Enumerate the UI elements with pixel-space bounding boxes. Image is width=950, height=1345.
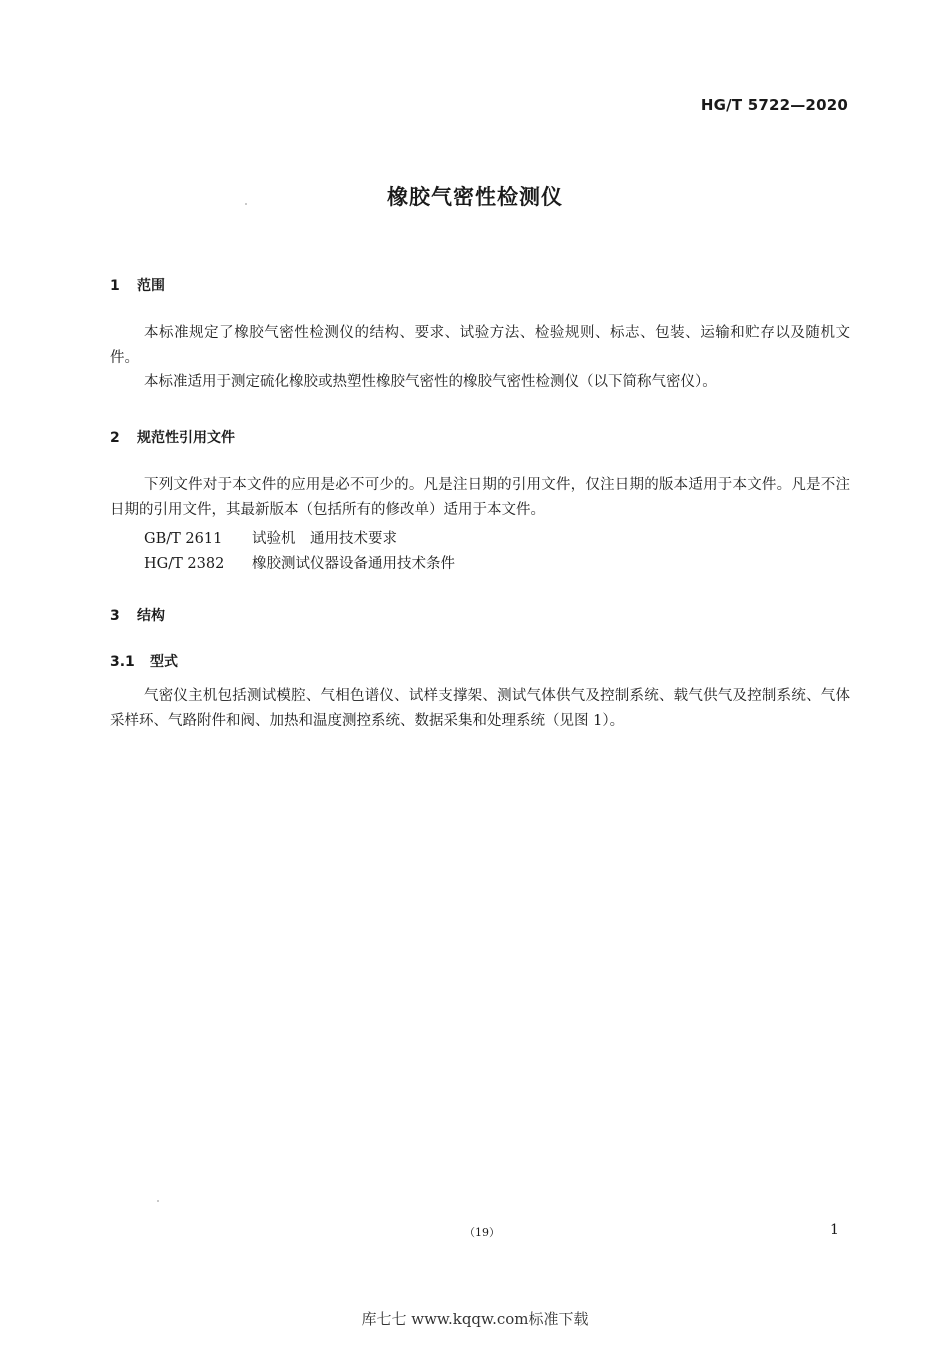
page-number: 1 <box>830 1222 839 1238</box>
section-2-title: 规范性引用文件 <box>137 430 235 446</box>
reference-code: HG/T 2382 <box>144 556 225 572</box>
section-3-1-heading <box>110 651 178 671</box>
section-2-paragraph: 下列文件对于本文件的应用是必不可少的。凡是注日期的引用文件，仅注日期的版本适用于本文件。凡是不注日期的引用文件，其最新版本（包括所有的修改单）适用于本文件。 <box>110 477 850 518</box>
reference-code: GB/T 2611 <box>144 531 223 547</box>
scan-speck <box>157 1200 159 1202</box>
standard-number: HG/T 5722—2020 <box>700 96 848 114</box>
document-title: 橡胶气密性检测仪 <box>387 185 563 209</box>
section-3-1-number: 3.1 <box>110 654 135 670</box>
section-1-paragraph-1: 本标准规定了橡胶气密性检测仪的结构、要求、试验方法、检验规则、标志、包装、运输和贮存以及随机文件。 <box>110 325 850 366</box>
reference-item <box>144 527 397 548</box>
section-3-1-title: 型式 <box>150 654 178 670</box>
section-3-heading <box>110 605 165 625</box>
source-note: 库七七 www.kqqw.com标准下载 <box>361 1310 589 1328</box>
section-1-number: 1 <box>110 278 120 294</box>
section-3-title: 结构 <box>137 608 165 624</box>
scan-speck <box>245 203 247 205</box>
reference-name: 橡胶测试仪器设备通用技术条件 <box>252 556 455 572</box>
page-marker: （19） <box>464 1226 500 1239</box>
section-2-number: 2 <box>110 430 120 446</box>
section-1-paragraph-2: 本标准适用于测定硫化橡胶或热塑性橡胶气密性的橡胶气密性检测仪（以下简称气密仪）。 <box>144 374 717 390</box>
section-1-title: 范围 <box>137 278 165 294</box>
section-1-heading <box>110 275 165 295</box>
section-2-heading <box>110 427 235 447</box>
reference-item <box>144 552 455 573</box>
reference-name: 试验机 通用技术要求 <box>252 531 397 547</box>
section-3-1-paragraph: 气密仪主机包括测试模腔、气相色谱仪、试样支撑架、测试气体供气及控制系统、载气供气及控制系统、气体采样环、气路附件和阀、加热和温度测控系统、数据采集和处理系统（见图 1）。 <box>110 688 850 729</box>
section-3-number: 3 <box>110 608 120 624</box>
